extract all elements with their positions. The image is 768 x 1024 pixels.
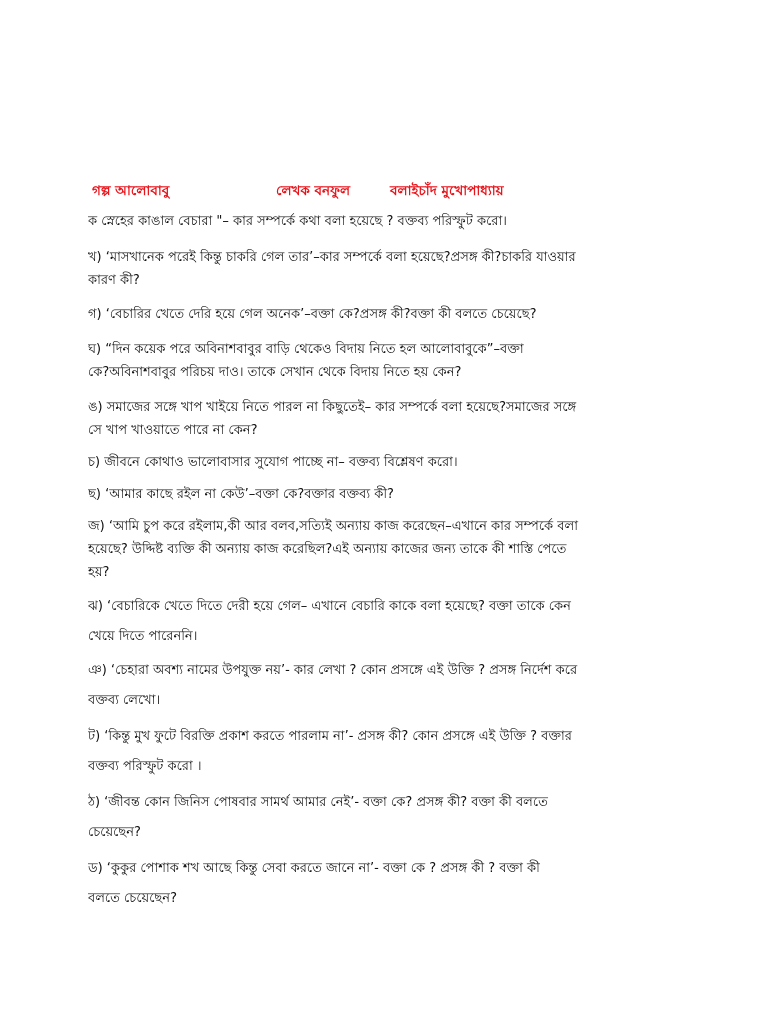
question-line: বক্তব্য লেখো। [88, 693, 161, 708]
question-line: বক্তব্য পরিস্ফুট করো । [88, 759, 202, 774]
question-line: হয়েছে? উদ্দিষ্ট ব্যক্তি কী অন্যায় কাজ করেছিল?এই অন্যায় কাজের জন্য তাকে কী শাস্তি পেতে [88, 542, 567, 557]
question-cha [88, 451, 688, 474]
question-ka [88, 210, 688, 233]
question-line: ক স্নেহের কাঙাল বেচারা "– কার সম্পর্কে কথা বলা হয়েছে ? বক্তব্য পরিস্ফুট করো। [88, 214, 507, 229]
question-tha [88, 788, 688, 848]
question-line: ছ) ‘আমার কাছে রইল না কেউ’–বক্তা কে?বক্তার বক্তব্য কী? [88, 487, 394, 502]
question-umo [88, 396, 688, 442]
question-ja [88, 515, 688, 584]
question-kha [88, 246, 688, 292]
question-line: ঘ) “দিন কয়েক পরে অবিনাশবাবুর বাড়ি থেকেও বিদায় নিতে হল আলোবাবুকে”–বক্তা [88, 342, 524, 357]
question-nya [88, 656, 688, 716]
question-line: কে?অবিনাশবাবুর পরিচয় দাও। তাকে সেখান থেকে বিদায় নিতে হয় কেন? [88, 365, 462, 380]
story-title: গল্প আলোবাবু [92, 183, 170, 199]
question-line: ঝ) ‘বেচারিকে খেতে দিতে দেরী হয়ে গেল– এখানে বেচারি কাকে বলা হয়েছে? বক্তা তাকে কেন [88, 599, 571, 614]
question-line: কারণ কী? [88, 273, 140, 288]
question-line: ঞ) ‘চেহারা অবশ্য নামের উপযুক্ত নয়’- কার লেখা ? কোন প্রসঙ্গে এই উক্তি ? প্রসঙ্গ নির্দেশ করে [88, 663, 578, 678]
question-line: হয়? [88, 565, 110, 580]
writer-label: লেখক বনফুল [276, 183, 351, 199]
question-jha [88, 592, 688, 652]
question-line: চ) জীবনে কোথাও ভালোবাসার সুযোগ পাচ্ছে না– বক্তব্য বিশ্লেষণ করো। [88, 455, 458, 470]
question-line: জ) ‘আমি চুপ করে রইলাম,কী আর বলব,সত্যিই অন্যায় কাজ করেছেন–এখানে কার সম্পর্কে বলা [88, 519, 578, 534]
question-line: বলতে চেয়েছেন? [88, 891, 177, 906]
question-gha [88, 338, 688, 384]
document-header [92, 180, 692, 204]
question-line: ঙ) সমাজের সঙ্গে খাপ খাইয়ে নিতে পারল না কিছুতেই– কার সম্পর্কে বলা হয়েছে?সমাজের সঙ্গে [88, 400, 577, 415]
writer-name: বলাইচাঁদ মুখোপাধ্যায় [390, 183, 504, 199]
question-da [88, 854, 688, 914]
question-line: সে খাপ খাওয়াতে পারে না কেন? [88, 423, 258, 438]
question-line: চেয়েছেন? [88, 825, 141, 840]
question-line: গ) ‘বেচারির খেতে দেরি হয়ে গেল অনেক’–বক্তা কে?প্রসঙ্গ কী?বক্তা কী বলতে চেয়েছে? [88, 307, 537, 322]
question-line: খেয়ে দিতে পারেননি। [88, 629, 198, 644]
question-line: ড) ‘কুকুর পোশাক শখ আছে কিন্তু সেবা করতে জানে না’- বক্তা কে ? প্রসঙ্গ কী ? বক্তা কী [88, 861, 540, 876]
question-line: ট) ‘কিন্তু মুখ ফুটে বিরক্তি প্রকাশ করতে পারলাম না’- প্রসঙ্গ কী? কোন প্রসঙ্গে এই উক্তি ? বক্তার [88, 729, 572, 744]
question-line: ঠ) ‘জীবন্ত কোন জিনিস পোষবার সামর্থ আমার নেই’- বক্তা কে? প্রসঙ্গ কী? বক্তা কী বলতে [88, 795, 548, 810]
question-chha [88, 483, 688, 506]
question-line: খ) ‘মাসখানেক পরেই কিন্তু চাকরি গেল তার’–কার সম্পর্কে বলা হয়েছে?প্রসঙ্গ কী?চাকরি যাওয়ার [88, 250, 576, 265]
question-ta [88, 722, 688, 782]
question-ga [88, 303, 688, 326]
